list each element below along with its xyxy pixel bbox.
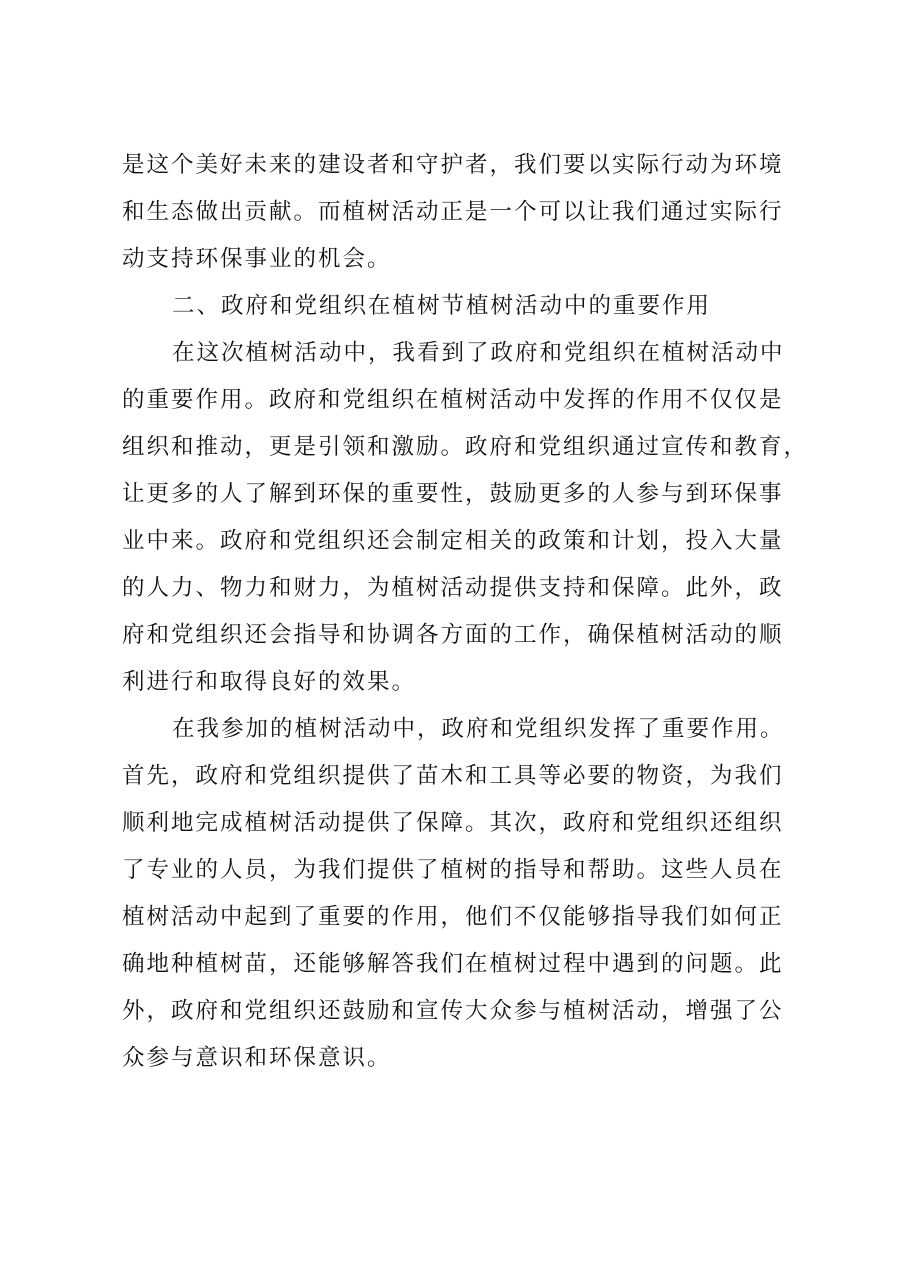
text-line: 让更多的人了解到环保的重要性，鼓励更多的人参与到环保事: [122, 481, 784, 507]
text-line: 植树活动中起到了重要的作用，他们不仅能够指导我们如何正: [122, 904, 784, 930]
section-heading: [122, 283, 792, 330]
text-line: 的人力、物力和财力，为植树活动提供支持和保障。此外，政: [122, 575, 784, 601]
text-line: 顺利地完成植树活动提供了保障。其次，政府和党组织还组织: [122, 810, 784, 836]
paragraph-continuation: [122, 142, 792, 283]
text-line: 外，政府和党组织还鼓励和宣传大众参与植树活动，增强了公: [122, 998, 784, 1024]
text-line: 和生态做出贡献。而植树活动正是一个可以让我们通过实际行: [122, 199, 784, 225]
text-line: 府和党组织还会指导和协调各方面的工作，确保植树活动的顺: [122, 622, 784, 648]
paragraph-participation: [122, 706, 792, 1082]
text-line: 动支持环保事业的机会。: [122, 246, 392, 272]
text-line: 了专业的人员，为我们提供了植树的指导和帮助。这些人员在: [122, 857, 784, 883]
text-line: 利进行和取得良好的效果。: [122, 669, 417, 695]
text-line: 的重要作用。政府和党组织在植树活动中发挥的作用不仅仅是: [122, 387, 784, 413]
text-line: 是这个美好未来的建设者和守护者，我们要以实际行动为环境: [122, 152, 784, 178]
text-line: 组织和推动，更是引领和激励。政府和党组织通过宣传和教育，: [122, 434, 809, 460]
paragraph-government-role: [122, 330, 809, 706]
text-line: 众参与意识和环保意识。: [122, 1045, 392, 1071]
heading-line: 二、政府和党组织在植树节植树活动中的重要作用: [172, 293, 712, 319]
text-line: 首先，政府和党组织提供了苗木和工具等必要的物资，为我们: [122, 763, 784, 789]
document-page: [122, 142, 809, 1082]
text-line: 在我参加的植树活动中，政府和党组织发挥了重要作用。: [172, 716, 785, 742]
text-line: 业中来。政府和党组织还会制定相关的政策和计划，投入大量: [122, 528, 784, 554]
text-line: 确地种植树苗，还能够解答我们在植树过程中遇到的问题。此: [122, 951, 784, 977]
text-line: 在这次植树活动中，我看到了政府和党组织在植树活动中: [172, 340, 785, 366]
